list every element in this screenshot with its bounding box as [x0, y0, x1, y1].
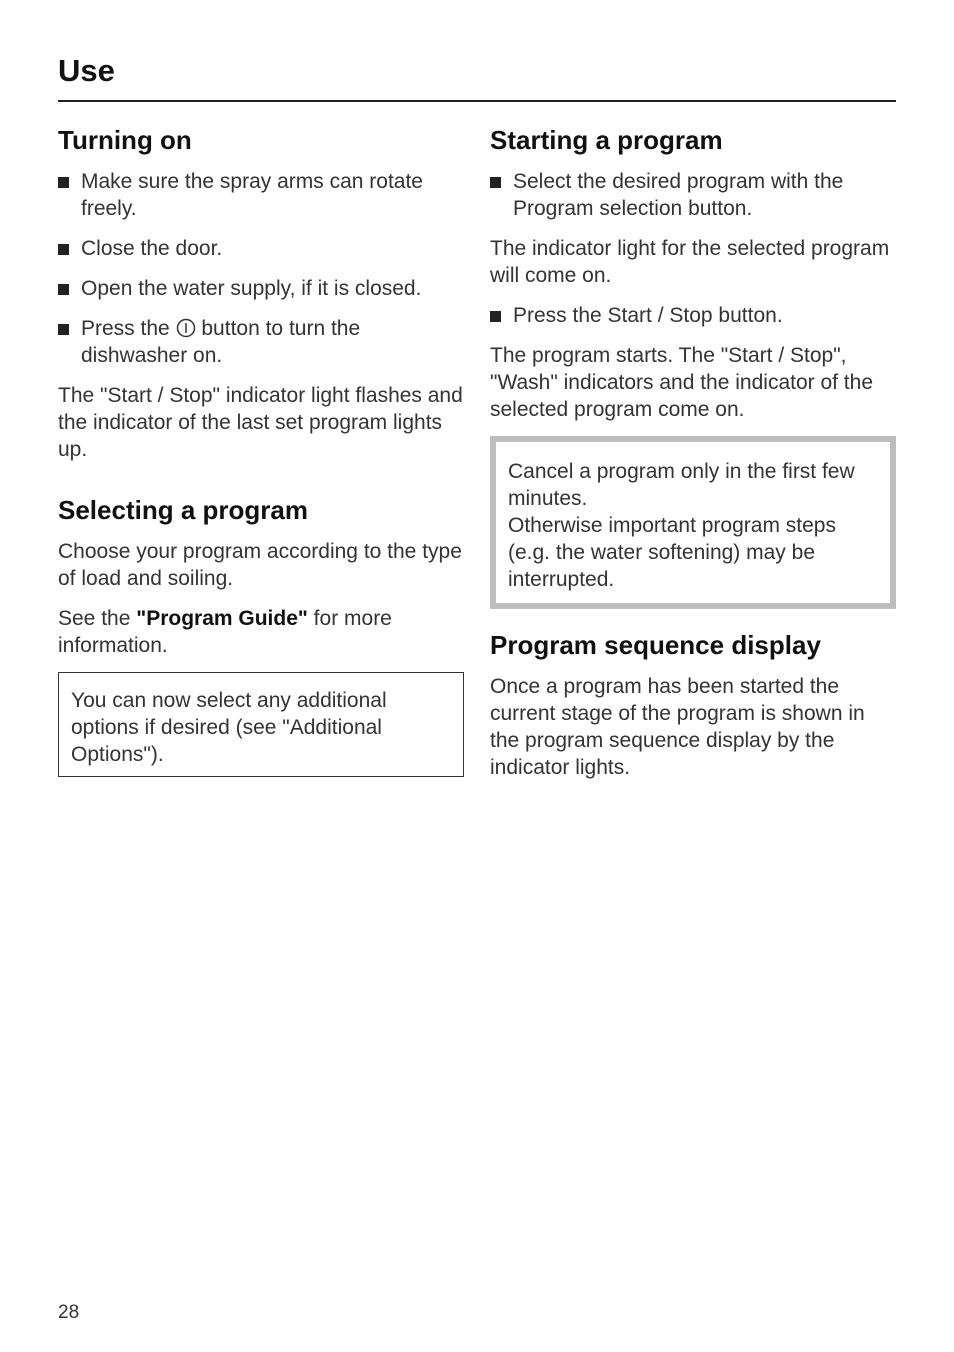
bullet-square-icon [490, 311, 501, 322]
warning-line-1: Cancel a program only in the first few minutes. [508, 460, 855, 510]
starting-paragraph-2: The program starts. The "Start / Stop", "Wash" indicators and the indicator of the selected program come on. [490, 344, 874, 421]
heading-starting-program: Starting a program [490, 125, 723, 155]
bullet-text: Make sure the spray arms can rotate freely. [81, 170, 423, 220]
left-column [58, 124, 464, 777]
bullet-square-icon [58, 244, 69, 255]
bullet-spray-arms [58, 168, 464, 222]
page-number: 28 [58, 1302, 80, 1323]
bullet-select-program [490, 168, 896, 222]
warning-box [490, 436, 896, 609]
bullet-square-icon [490, 177, 501, 188]
bullet-press-start-stop [490, 302, 896, 329]
note-text: You can now select any additional options if desired (see "Additional Options"). [71, 689, 387, 766]
selecting-paragraph-2 [58, 605, 464, 659]
heading-turning-on: Turning on [58, 125, 192, 155]
warning-line-2: Otherwise important program steps (e.g. the water softening) may be interrupted. [508, 514, 836, 591]
turning-on-paragraph: The "Start / Stop" indicator light flashes and the indicator of the last set program lights up. [58, 384, 463, 461]
bullet-close-door [58, 235, 464, 262]
note-box [58, 672, 464, 777]
page-header [58, 52, 896, 102]
bullet-power-on [58, 315, 464, 369]
text-span: for more information. [58, 607, 392, 657]
page-title: Use [58, 53, 115, 88]
bullet-text: Press the Start / Stop button. [513, 304, 783, 327]
bullet-water-supply [58, 275, 464, 302]
power-icon [176, 318, 196, 338]
heading-program-sequence: Program sequence display [490, 630, 821, 660]
bullet-square-icon [58, 324, 69, 335]
bullet-square-icon [58, 284, 69, 295]
right-column [490, 124, 896, 794]
starting-paragraph-1: The indicator light for the selected program will come on. [490, 237, 890, 287]
bullet-text: Select the desired program with the Program selection button. [513, 170, 844, 220]
bullet-text: Open the water supply, if it is closed. [81, 277, 422, 300]
program-guide-reference: "Program Guide" [136, 607, 308, 630]
bullet-square-icon [58, 177, 69, 188]
bullet-text-before: Press the [81, 317, 176, 340]
bullet-text: Close the door. [81, 237, 223, 260]
sequence-paragraph: Once a program has been started the current stage of the program is shown in the program sequence display by the indicator lights. [490, 675, 865, 779]
bullet-text-after: button to turn the dishwasher on. [81, 317, 361, 367]
selecting-paragraph-1: Choose your program according to the type of load and soiling. [58, 540, 462, 590]
heading-selecting-program: Selecting a program [58, 495, 308, 525]
text-span: See the [58, 607, 137, 630]
